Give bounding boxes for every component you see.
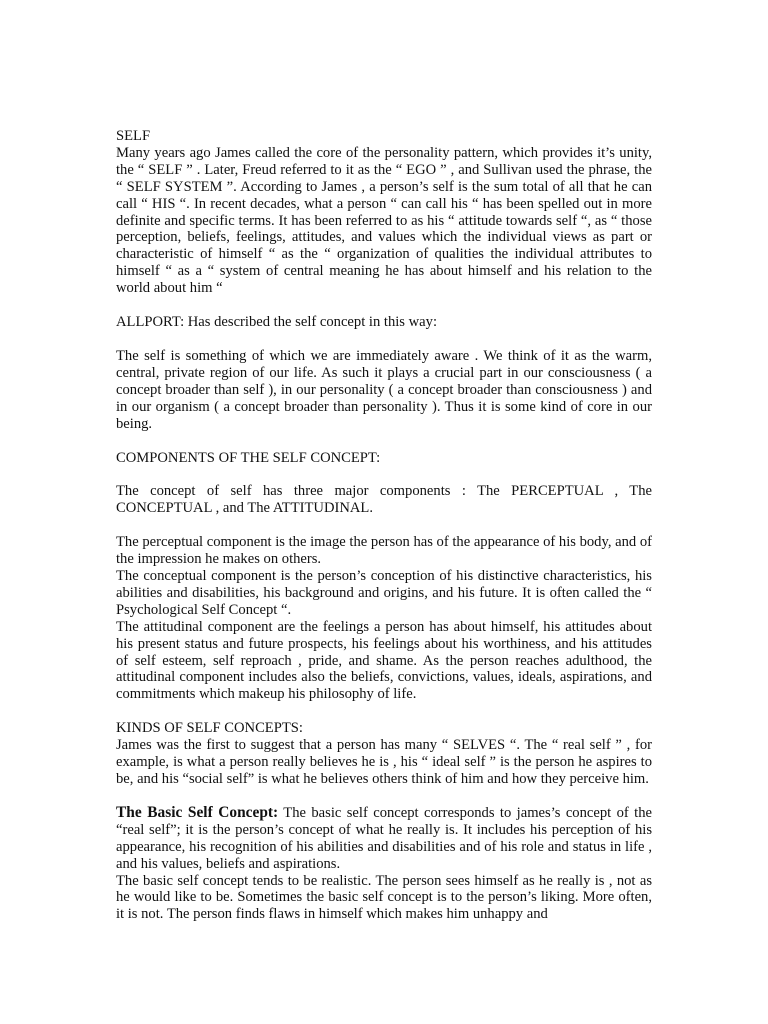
conceptual-paragraph: The conceptual component is the person’s conception of his distinctive characteristics, his abilities and disabilities, his background and origins, and his future. It is often called the “ Psychological Self Concept “. bbox=[116, 568, 652, 618]
basic-self-concept-label: The Basic Self Concept: bbox=[116, 803, 279, 821]
attitudinal-paragraph: The attitudinal component are the feelings a person has about himself, his attitudes about his present status and future prospects, his feelings about his worthiness, and his attitudes of self esteem, self reproach , pride, and shame. As the person reaches adulthood, the attitudinal component includes also the beliefs, convictions, values, ideals, aspirations, and commitments which makeup his philosophy of life. bbox=[116, 618, 652, 703]
kinds-heading: KINDS OF SELF CONCEPTS: bbox=[116, 720, 303, 737]
spacer bbox=[116, 788, 652, 805]
basic-self-concept-paragraph bbox=[116, 805, 652, 873]
components-heading: COMPONENTS OF THE SELF CONCEPT: bbox=[116, 449, 381, 466]
realistic-paragraph: The basic self concept tends to be realistic. The person sees himself as he really is , not as he would like to be. Sometimes the basic self concept is to the person’s liking. More often, it is not. The person finds flaws in himself which makes him unhappy and bbox=[116, 872, 652, 923]
spacer bbox=[116, 331, 652, 348]
basic-self-concept-text: The basic self concept corresponds to james’s concept of the “real self”; it is the person’s concept of what he really is. It includes his perception of his appearance, his recognition of his abilities and disabilities and of his role and status in life , and his values, beliefs and aspirations. bbox=[116, 804, 652, 872]
allport-heading: ALLPORT: Has described the self concept in this way: bbox=[116, 314, 438, 331]
document-page bbox=[116, 128, 652, 923]
spacer bbox=[116, 517, 652, 534]
allport-paragraph: The self is something of which we are immediately aware . We think of it as the warm, central, private region of our life. As such it plays a crucial part in our consciousness ( a concept broader than self ), in our personality ( a concept broader than consciousness ) and in our organism ( a concept broader than personality ). Thus it is some kind of core in our being. bbox=[116, 347, 652, 432]
spacer bbox=[116, 703, 652, 720]
components-intro-paragraph: The concept of self has three major components : The PERCEPTUAL , The CONCEPTUAL , and The ATTITUDINAL. bbox=[116, 483, 652, 517]
document-title: SELF bbox=[116, 128, 151, 144]
kinds-paragraph: James was the first to suggest that a person has many “ SELVES “. The “ real self ” , for example, is what a person really believes he is , his “ ideal self ” is the person he aspires to be, and his “social self” is what he believes others think of him and how they perceive him. bbox=[116, 737, 652, 787]
intro-paragraph: Many years ago James called the core of the personality pattern, which provides it’s unity, the “ SELF ” . Later, Freud referred to it as the “ EGO ” , and Sullivan used the phrase, the “ SELF SYSTEM ”. According to James , a person’s self is the sum total of all that he can call “ HIS “. In recent decades, what a person “ can call his “ has been spelled out in more definite and specific terms. It has been referred to as his “ attitude towards self “, as “ those perception, beliefs, feelings, attitudes, and values which the individual views as part or characteristic of himself “ as the “ organization of qualities the individual attributes to himself “ as a “ system of central meaning he has about himself and his relation to the world about him “ bbox=[116, 144, 652, 297]
spacer bbox=[116, 297, 652, 314]
spacer bbox=[116, 466, 652, 483]
perceptual-paragraph: The perceptual component is the image the person has of the appearance of his body, and of the impression he makes on others. bbox=[116, 534, 652, 568]
spacer bbox=[116, 433, 652, 450]
